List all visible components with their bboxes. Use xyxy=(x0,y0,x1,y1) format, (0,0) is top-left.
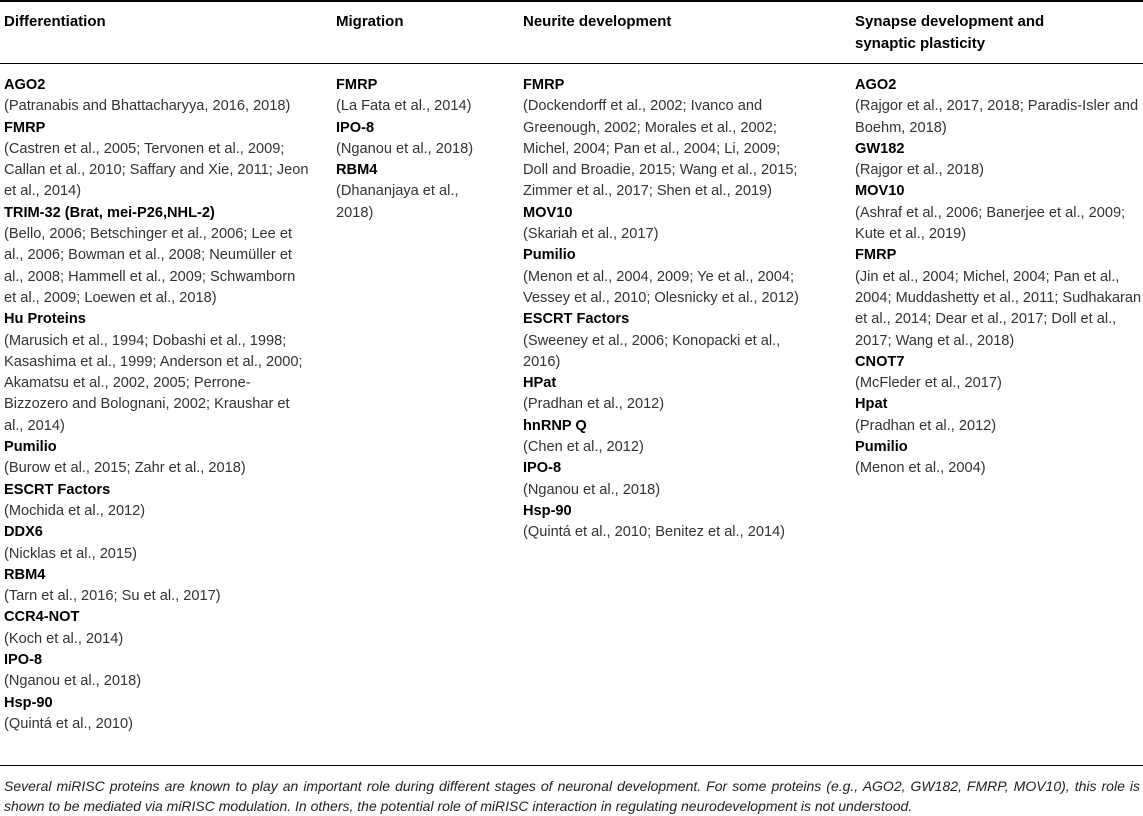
column-differentiation xyxy=(4,75,309,735)
protein-name: FMRP xyxy=(336,77,378,93)
column-migration xyxy=(336,75,496,224)
protein-entry xyxy=(855,394,1143,437)
header-migration: Migration xyxy=(336,13,404,30)
protein-entry xyxy=(523,203,808,246)
protein-entry xyxy=(523,245,808,309)
protein-name: IPO-8 xyxy=(523,460,562,477)
protein-references: (Chen et al., 2012) xyxy=(523,439,644,456)
header-differentiation: Differentiation xyxy=(4,13,106,30)
protein-references: (Quintá et al., 2010) xyxy=(4,715,133,732)
protein-references: (Pradhan et al., 2012) xyxy=(523,396,665,413)
protein-name: Hpat xyxy=(855,396,888,413)
protein-entry xyxy=(855,75,1143,139)
protein-references: (Pradhan et al., 2012) xyxy=(855,417,997,434)
protein-references: (Nganou et al., 2018) xyxy=(4,673,142,690)
protein-entry xyxy=(4,650,309,693)
protein-name: FMRP xyxy=(4,119,46,136)
protein-entry xyxy=(4,118,309,203)
protein-name: HPat xyxy=(523,375,557,392)
protein-entry xyxy=(4,75,309,118)
protein-name: CCR4-NOT xyxy=(4,609,80,626)
protein-entry xyxy=(4,437,309,480)
protein-references: (Ashraf et al., 2006; Banerjee et al., 2009; Kute et al., 2019) xyxy=(855,204,1126,243)
protein-name: MOV10 xyxy=(855,183,905,200)
protein-references: (Menon et al., 2004, 2009; Ye et al., 2004; Vessey et al., 2010; Olesnicky et al., 2012) xyxy=(523,268,799,306)
protein-references: (La Fata et al., 2014) xyxy=(336,98,472,115)
protein-references: (Nicklas et al., 2015) xyxy=(4,545,138,562)
protein-entry xyxy=(336,160,496,224)
protein-references: (Dhananjaya et al., 2018) xyxy=(336,183,459,221)
protein-references: (Patranabis and Bhattacharyya, 2016, 2018) xyxy=(4,98,291,115)
protein-entry xyxy=(4,607,309,650)
protein-entry xyxy=(523,75,808,203)
protein-name: FMRP xyxy=(855,247,897,264)
protein-name: GW182 xyxy=(855,140,905,157)
header-rule xyxy=(0,63,1143,64)
protein-name: IPO-8 xyxy=(4,652,43,669)
protein-entry xyxy=(523,309,808,373)
protein-entry xyxy=(4,203,309,309)
protein-references: (Marusich et al., 1994; Dobashi et al., 1998; Kasashima et al., 1999; Anderson et al., 2000; Akamatsu et al., 2002, 2005; Perrone-Bizzozero and Bolognani, 2002; Kraushar et al., 2014) xyxy=(4,332,303,434)
protein-name: RBM4 xyxy=(4,566,46,583)
table-footnote: Several miRISC proteins are known to play an important role during different stages of neuronal development. For some proteins (e.g., AGO2, GW182, FMRP, MOV10), this role is shown to be mediated via miRISC modulation. In others, the potential role of miRISC interaction in regulating neurodevelopment is not understood. xyxy=(4,778,1140,814)
column-neurite-development xyxy=(523,75,808,544)
protein-references: (Nganou et al., 2018) xyxy=(523,481,661,498)
protein-references: (Jin et al., 2004; Michel, 2004; Pan et al., 2004; Muddashetty et al., 2011; Sudhakaran et al., 2014; Dear et al., 2017; Doll et al., 2017; Wang et al., 2018) xyxy=(855,268,1142,349)
protein-references: (Castren et al., 2005; Tervonen et al., 2009; Callan et al., 2010; Saffary and Xie, 2011; Jeon et al., 2014) xyxy=(4,140,309,200)
bottom-rule xyxy=(0,765,1143,766)
protein-references: (McFleder et al., 2017) xyxy=(855,375,1002,392)
protein-entry xyxy=(855,181,1143,245)
protein-name: Pumilio xyxy=(523,247,576,264)
protein-entry xyxy=(523,458,808,501)
protein-name: hnRNP Q xyxy=(523,417,587,434)
protein-name: AGO2 xyxy=(855,77,897,93)
protein-entry xyxy=(855,352,1143,395)
protein-references: (Nganou et al., 2018) xyxy=(336,140,474,157)
protein-name: Hu Proteins xyxy=(4,311,86,328)
protein-entry xyxy=(336,118,496,161)
protein-references: (Burow et al., 2015; Zahr et al., 2018) xyxy=(4,460,246,477)
protein-entry xyxy=(523,416,808,459)
protein-name: AGO2 xyxy=(4,77,46,93)
protein-references: (Rajgor et al., 2018) xyxy=(855,162,984,179)
protein-name: ESCRT Factors xyxy=(523,311,630,328)
protein-entry xyxy=(855,245,1143,351)
protein-entry xyxy=(336,75,496,118)
protein-name: Hsp-90 xyxy=(4,694,53,711)
protein-entry xyxy=(855,437,1143,480)
protein-entry xyxy=(4,480,309,523)
protein-name: IPO-8 xyxy=(336,119,375,136)
protein-references: (Menon et al., 2004) xyxy=(855,460,986,477)
protein-entry xyxy=(4,522,309,565)
protein-name: RBM4 xyxy=(336,162,378,179)
protein-references: (Bello, 2006; Betschinger et al., 2006; Lee et al., 2006; Bowman et al., 2008; Neumüller et al., 2008; Hammell et al., 2009; Schwamborn et al., 2009; Loewen et al., 2018) xyxy=(4,226,296,306)
protein-references: (Tarn et al., 2016; Su et al., 2017) xyxy=(4,588,221,605)
header-neurite-development: Neurite development xyxy=(523,13,672,30)
protein-name: ESCRT Factors xyxy=(4,481,111,498)
column-synapse-development xyxy=(855,75,1143,480)
protein-references: (Skariah et al., 2017) xyxy=(523,226,659,243)
protein-references: (Dockendorff et al., 2002; Ivanco and Greenough, 2002; Morales et al., 2002; Michel, 2004; Pan et al., 2004; Li, 2009; Doll and Broadie, 2015; Wang et al., 2015; Zimmer et al., 2017; Shen et al., 2019) xyxy=(523,98,798,200)
protein-name: CNOT7 xyxy=(855,353,905,370)
protein-references: (Quintá et al., 2010; Benitez et al., 2014) xyxy=(523,524,786,541)
protein-references: (Sweeney et al., 2006; Konopacki et al., 2016) xyxy=(523,332,781,370)
protein-name: Pumilio xyxy=(4,439,57,456)
protein-name: Pumilio xyxy=(855,439,908,456)
top-rule xyxy=(0,0,1143,2)
protein-entry xyxy=(523,501,808,544)
protein-entry xyxy=(4,309,309,437)
protein-name: TRIM-32 (Brat, mei-P26,NHL-2) xyxy=(4,204,215,221)
protein-entry xyxy=(855,139,1143,182)
protein-entry xyxy=(523,373,808,416)
protein-references: (Koch et al., 2014) xyxy=(4,630,124,647)
protein-name: DDX6 xyxy=(4,524,43,541)
protein-references: (Rajgor et al., 2017, 2018; Paradis-Isler and Boehm, 2018) xyxy=(855,98,1139,136)
protein-entry xyxy=(4,565,309,608)
protein-name: FMRP xyxy=(523,77,565,93)
protein-references: (Mochida et al., 2012) xyxy=(4,502,146,519)
header-synapse-development: Synapse development and synaptic plasticity xyxy=(855,13,1045,52)
protein-entry xyxy=(4,693,309,736)
protein-name: Hsp-90 xyxy=(523,502,572,519)
protein-name: MOV10 xyxy=(523,204,573,221)
